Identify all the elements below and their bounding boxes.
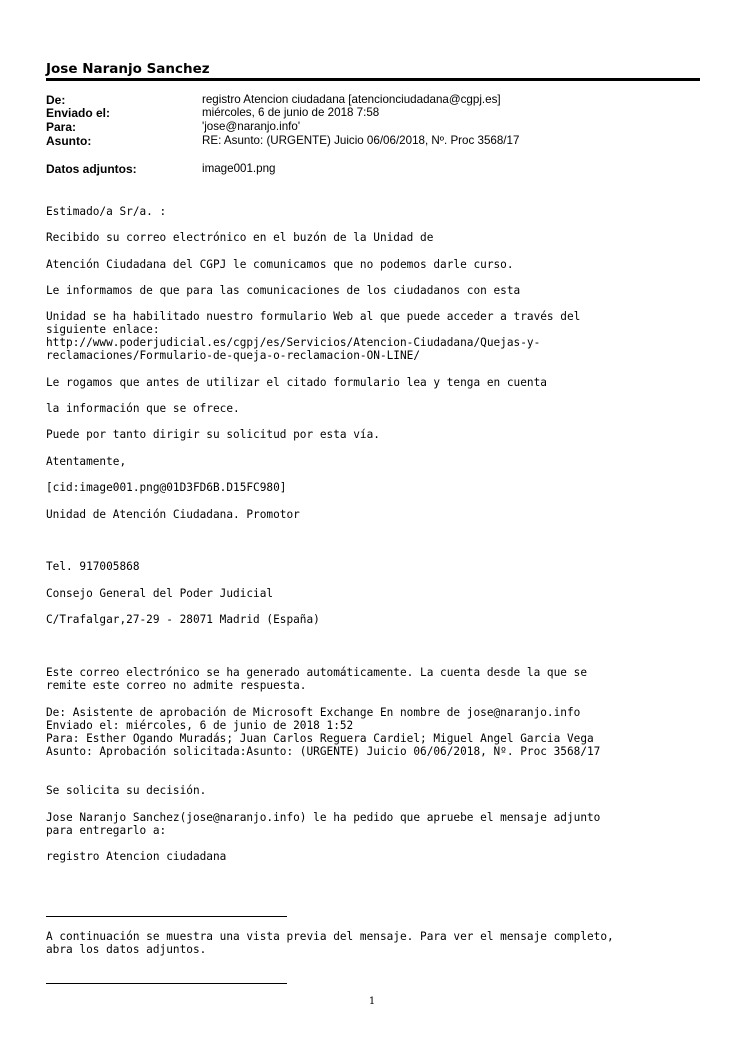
auto-notice: Este correo electrónico se ha generado automáticamente. La cuenta desde la que se remite este correo no admite respuesta.	[46, 666, 587, 692]
paragraph: Atención Ciudadana del CGPJ le comunicamos que no podemos darle curso.	[46, 258, 514, 271]
signature-org: Consejo General del Poder Judicial	[46, 587, 274, 600]
paragraph: la información que se ofrece.	[46, 402, 240, 415]
divider	[46, 916, 287, 917]
forwarded-header: De: Asistente de aprobación de Microsoft Exchange En nombre de jose@naranjo.info Enviado el: miércoles, 6 de junio de 2018 1:52 Para: Esther Ogando Muradás; Juan Carlos Reguera Cardiel; Miguel Angel Garcia Vega Asunto: Aprobación solicitada:Asunto: (URGENTE) Juicio 06/06/2018, Nº. Proc 3568/17	[46, 706, 601, 758]
attachments-value: image001.png	[202, 162, 276, 175]
to-value: 'jose@naranjo.info'	[202, 120, 301, 133]
header-rule	[46, 78, 700, 81]
sender-name: Jose Naranjo Sanchez	[46, 61, 210, 77]
sent-label: Enviado el:	[46, 106, 111, 120]
preview-notice: A continuación se muestra una vista previa del mensaje. Para ver el mensaje completo, abra los datos adjuntos.	[46, 930, 614, 956]
decision-request: Se solicita su decisión.	[46, 784, 207, 797]
cid-reference: [cid:image001.png@01D3FD6B.D15FC980]	[46, 481, 287, 494]
sent-value: miércoles, 6 de junio de 2018 7:58	[202, 106, 380, 119]
recipient: registro Atencion ciudadana	[46, 850, 227, 863]
from-value: registro Atencion ciudadana [atencionciudadana@cgpj.es]	[202, 93, 501, 106]
attachments-label: Datos adjuntos:	[46, 162, 137, 176]
page-number: 1	[368, 996, 376, 1007]
closing: Atentamente,	[46, 455, 127, 468]
divider	[46, 983, 287, 984]
approval-request: Jose Naranjo Sanchez(jose@naranjo.info) le ha pedido que apruebe el mensaje adjunto para entregarlo a:	[46, 811, 601, 837]
subject-label: Asunto:	[46, 134, 92, 148]
signature-tel: Tel. 917005868	[46, 560, 140, 573]
paragraph: Le informamos de que para las comunicaciones de los ciudadanos con esta	[46, 284, 521, 297]
paragraph: Le rogamos que antes de utilizar el citado formulario lea y tenga en cuenta	[46, 376, 547, 389]
greeting: Estimado/a Sr/a. :	[46, 205, 167, 218]
signature-unit: Unidad de Atención Ciudadana. Promotor	[46, 508, 300, 521]
from-label: De:	[46, 93, 66, 107]
to-label: Para:	[46, 120, 77, 134]
paragraph-link: Unidad se ha habilitado nuestro formulario Web al que puede acceder a través del siguiente enlace: http://www.poderjudicial.es/cgpj/es/Servicios/Atencion-Ciudadana/Quejas-y- reclamaciones/Formulario-de-queja-o-reclamacion-ON-LINE/	[46, 310, 581, 362]
paragraph: Recibido su correo electrónico en el buzón de la Unidad de	[46, 231, 434, 244]
signature-address: C/Trafalgar,27-29 - 28071 Madrid (España)	[46, 613, 320, 626]
paragraph: Puede por tanto dirigir su solicitud por esta vía.	[46, 428, 380, 441]
subject-value: RE: Asunto: (URGENTE) Juicio 06/06/2018, Nº. Proc 3568/17	[202, 134, 520, 147]
